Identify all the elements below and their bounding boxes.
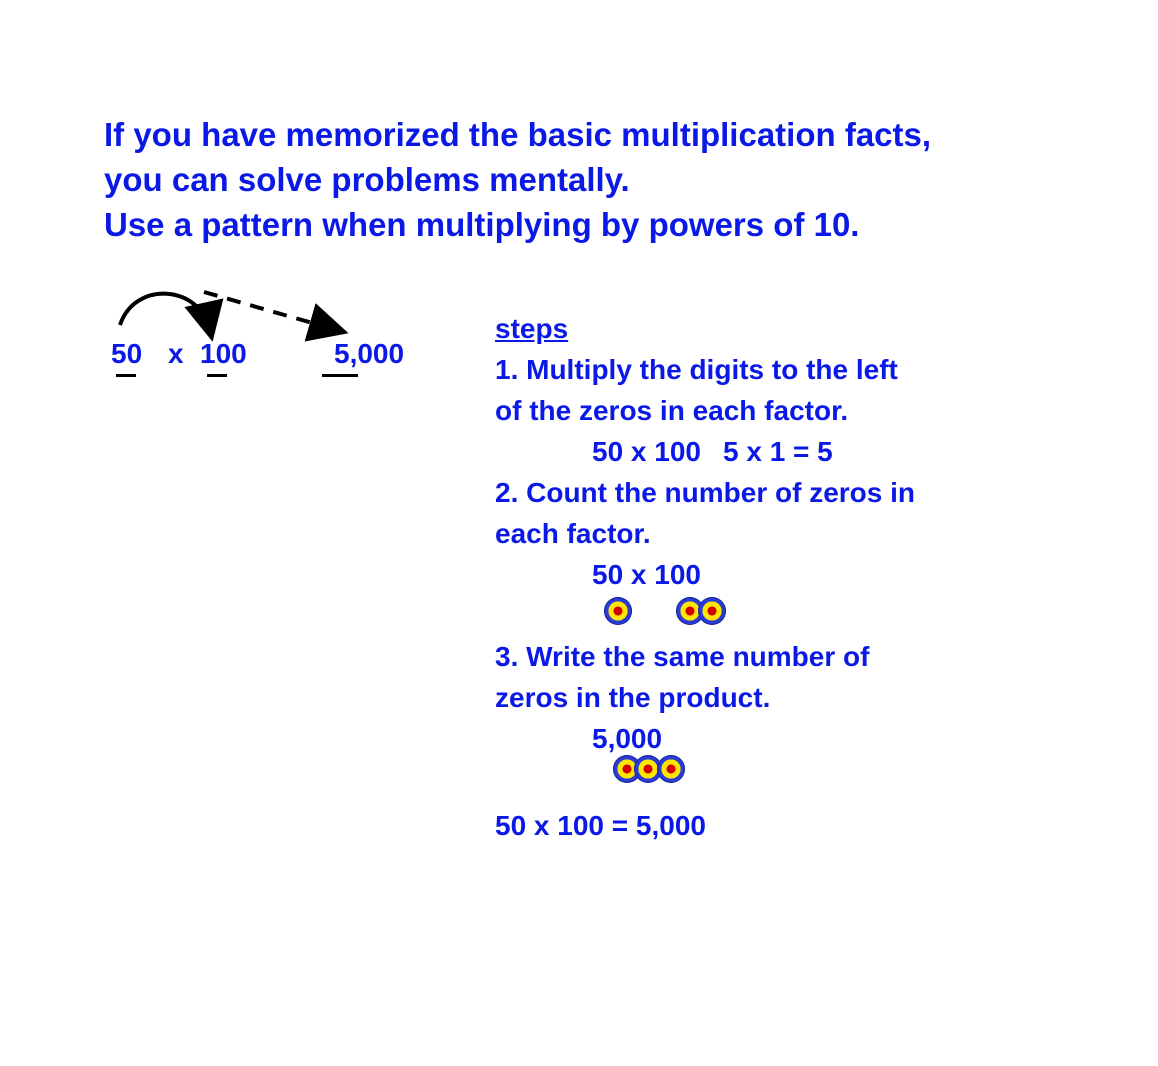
zero-marker-icon <box>604 597 632 625</box>
step-3-example: 5,000 <box>592 723 663 754</box>
underline-factor-1 <box>116 374 136 377</box>
example-factor-2: 100 <box>200 338 247 369</box>
zero-marker-icon <box>698 597 726 625</box>
intro-line-2: you can solve problems mentally. <box>104 161 630 198</box>
step-3-line-2: zeros in the product. <box>495 682 771 713</box>
underline-product <box>322 374 358 377</box>
example-product: 5,000 <box>334 338 405 369</box>
example-times-sign: x <box>168 338 184 369</box>
example-factor-1: 50 <box>111 338 143 369</box>
step-2-line-1: 2. Count the number of zeros in <box>495 477 916 508</box>
steps-heading: steps <box>495 313 569 344</box>
intro-line-3: Use a pattern when multiplying by powers of 10. <box>104 206 860 243</box>
dashed-arrow <box>204 292 337 330</box>
step-3-line-1: 3. Write the same number of <box>495 641 870 672</box>
step-1-example-b: 5 x 1 = 5 <box>723 436 833 467</box>
underline-factor-2 <box>207 374 227 377</box>
final-equation: 50 x 100 = 5,000 <box>495 810 706 841</box>
zero-marker-icon <box>657 755 685 783</box>
step-1-example-a: 50 x 100 <box>592 436 701 467</box>
step-1-example <box>495 431 915 472</box>
intro-line-1: If you have memorized the basic multiplication facts, <box>104 116 932 153</box>
step-1-line-2: of the zeros in each factor. <box>495 395 849 426</box>
step-2-example: 50 x 100 <box>592 559 701 590</box>
step-1-line-1: 1. Multiply the digits to the left <box>495 354 898 385</box>
steps-list <box>495 308 915 759</box>
curved-arrow <box>120 294 210 330</box>
step-2-line-2: each factor. <box>495 518 651 549</box>
